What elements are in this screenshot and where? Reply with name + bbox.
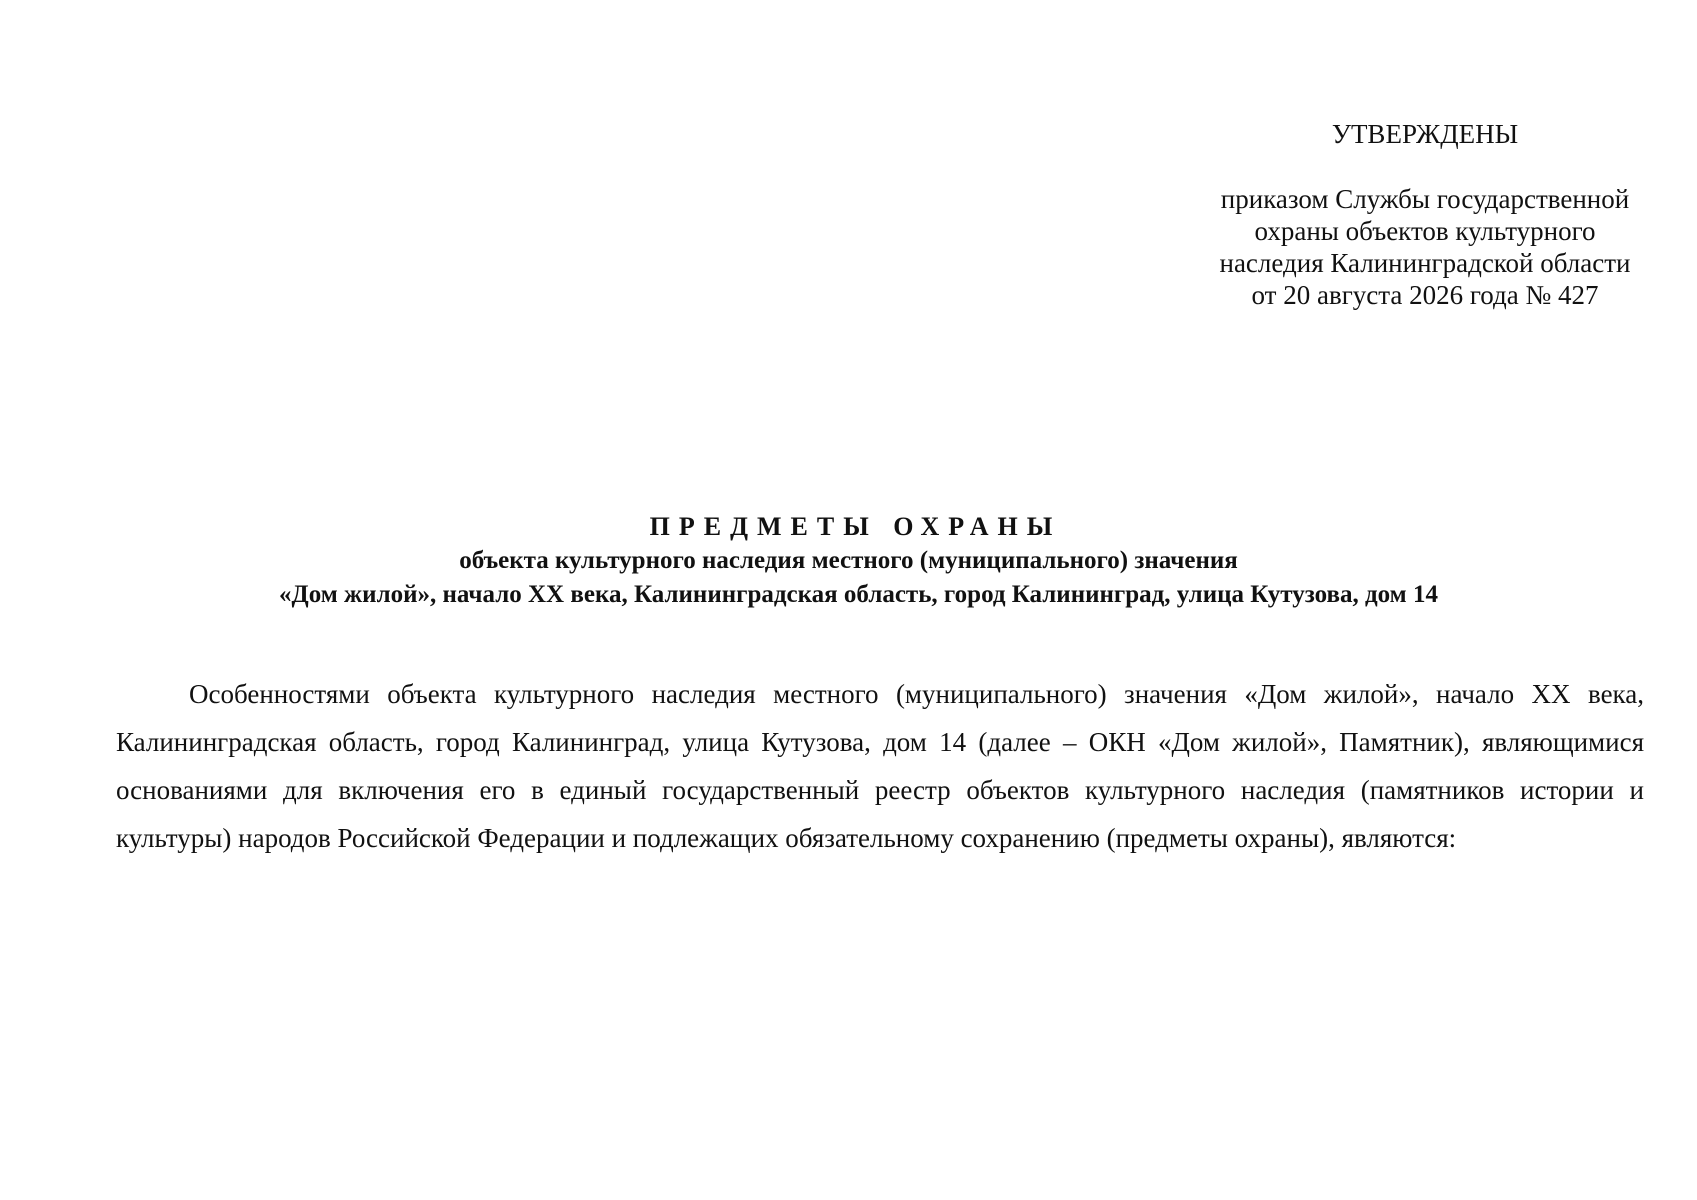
approval-line: охраны объектов культурного bbox=[1254, 216, 1596, 246]
heading-subtitle: объекта культурного наследия местного (муниципального) значения bbox=[459, 547, 1238, 574]
document-heading bbox=[0, 510, 1697, 612]
approval-line: приказом Службы государственной bbox=[1220, 184, 1630, 214]
approval-order-details bbox=[1185, 183, 1665, 311]
approval-line: наследия Калининградской области bbox=[1219, 248, 1631, 278]
body-paragraph: Особенностями объекта культурного наследия местного (муниципального) значения «Дом жилой», начало XX века, Калининградская область, город Калининград, улица Кутузова, дом 14 (далее – ОКН «Дом жилой», Памятник), являющимися основаниями для включения его в единый государственный реестр объектов культурного наследия (памятников истории и культуры) народов Российской Федерации и подлежащих обязательному сохранению (предметы охраны), являются: bbox=[116, 679, 1644, 853]
approval-title: УТВЕРЖДЕНЫ bbox=[1331, 119, 1519, 149]
approval-line: от 20 августа 2026 года № 427 bbox=[1251, 280, 1599, 310]
document-title: ПРЕДМЕТЫ ОХРАНЫ bbox=[649, 512, 1062, 541]
heading-object-name: «Дом жилой», начало XX века, Калининградская область, город Калининград, улица Кутузова, дом 14 bbox=[279, 581, 1438, 608]
